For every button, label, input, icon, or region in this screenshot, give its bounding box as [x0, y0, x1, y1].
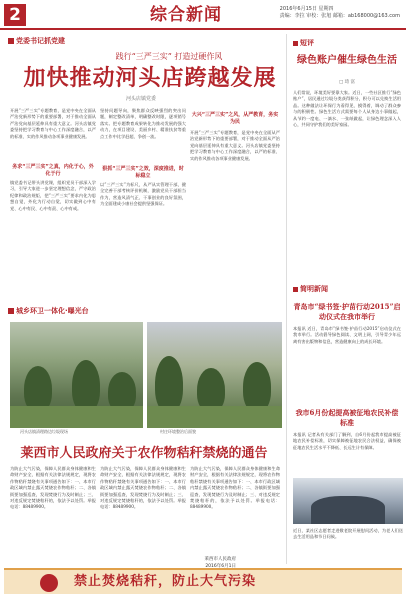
- right-photo-caption: 近日，某社区志愿者走进敬老院开展慰问活动，为老人们送去生活用品和节日问候。: [293, 528, 403, 540]
- photo-village: [147, 322, 282, 428]
- main-kicker: [8, 36, 65, 46]
- main-body-1: 开展“三严三实”专题教育，是党中央在全面从严治党新形势下的重要部署，对于推动全面从严治党向基层延伸具有重大意义。河头店镇党委坚持把学习教育与中心工作深度融合，以严的标准、实的作风推动各项事业健康发展。: [10, 108, 96, 139]
- right-kicker-2: [293, 284, 328, 294]
- bottom-banner: [4, 568, 402, 594]
- right-headline-2: 青岛市“绿书签·护苗行动2015”启动仪式在我市举行: [293, 302, 401, 321]
- main-headline: 加快推动河头店跨越发展: [23, 65, 277, 91]
- right-kicker-1: [293, 38, 314, 48]
- main-subhead-3: 大兴“三严三实”之风，从严教育，务实为民: [191, 112, 279, 125]
- right-kicker-2-label: 简明新闻: [300, 285, 328, 293]
- right-body-2: 本报讯 近日，青岛市“绿书签·护苗行动2015”启动仪式在我市举行。活动倡导绿色阅读、文明上网，引导青少年远离有害出版物和信息，营造健康向上的成长环境。: [293, 326, 401, 344]
- notice-body-3: 为防止大气污染，保障人民群众身体健康和生命财产安全，根据有关法律法规规定，现将农作物秸秆禁烧有关事项通告如下：一、本市行政区域内禁止露天焚烧农作物秸秆；二、各镇街要加强巡查，发现焚烧行为及时制止；三、对违反规定焚烧秸秆的，依法予以处罚。举报电话：88489900。: [190, 466, 280, 510]
- square-icon: [293, 287, 298, 292]
- main-body-4: 以“三严三实”为标尺，从严从实管理干部，健全完善干部考核评价机制，激励党员干部担当作为，营造风清气正、干事创业的良好氛围，为全面建成小康社会提供坚强保证。: [100, 182, 186, 207]
- notice-signer: 莱西市人民政府: [204, 557, 236, 562]
- photos-kicker: [8, 306, 89, 316]
- notice-body-1: 为防止大气污染，保障人民群众身体健康和生命财产安全，根据有关法律法规规定，现将农作物秸秆禁烧有关事项通告如下：一、本市行政区域内禁止露天焚烧农作物秸秆；二、各镇街要加强巡查，发现焚烧行为及时制止；三、对违反规定焚烧秸秆的，依法予以处罚。举报电话：88489900。: [10, 466, 96, 510]
- tree-shape: [243, 362, 271, 412]
- people-shape: [311, 496, 385, 524]
- square-icon: [8, 308, 14, 314]
- notice-date: 2016年6月1日: [205, 563, 236, 569]
- photo-caption-2: 村庄环境整治后面貌: [160, 429, 196, 434]
- ground-shape: [147, 406, 282, 428]
- right-byline-1: □ 琦 富: [338, 80, 356, 85]
- header-date: 2016年6月15日 星期四: [279, 6, 334, 12]
- header-meta: [280, 6, 400, 20]
- main-byline: 河头店镇党委: [126, 96, 157, 102]
- tree-shape: [72, 360, 100, 412]
- photos-kicker-label: 城乡环卫一体化·曝光台: [16, 307, 89, 315]
- square-icon: [8, 38, 14, 44]
- right-headline-3: 我市6月份起提高被征地农民补偿标准: [295, 408, 399, 427]
- main-subhead-2: 狠抓“三严三实”之效，深度推进，时标稳立: [102, 166, 184, 179]
- page-number: 2: [4, 4, 26, 26]
- right-headline-1: 绿色账户催生绿色生活: [297, 55, 397, 66]
- photo-caption-1: 河头店镇清理路边垃圾现场: [20, 429, 68, 434]
- right-column: [286, 34, 404, 564]
- banner-logo-icon: [40, 574, 58, 592]
- right-body-1: 人们常说，环境美好要靠大家。近日，一些社区推行“绿色账户”，居民通过垃圾分类获得积分，积分可以兑换生活用品。这种做法让环保行为看得见、摸得着，调动了群众参与的积极性。绿色生活方式需要每个人从身边小事做起，从节约一度电、一滴水、一张纸做起，让绿色理念深入人心，共同守护我们的美好家园。: [293, 90, 401, 128]
- main-body-3: 坚持问题导向，聚焦群众反映强烈的突出问题，制定整改清单，明确整改时限，逐项销号落实。把专题教育成果转化为推动发展的强大动力，在项目建设、美丽乡村、精准扶贫等重点工作中比学赶超、争创一流。: [100, 108, 186, 139]
- main-body-2: 镇党委书记带头讲党课，组织党员干部深入学习，引导大家进一步坚定理想信念，严守政治纪律和政治规矩，把“三严三实”要求内化为思想自觉，外化为行动自觉，切实做到心中有党、心中有民、心中有责、心中有戒。: [10, 180, 96, 211]
- main-subhead-1: 务求“三严三实”之真，内化于心，外化于行: [12, 164, 94, 177]
- ground-shape: [10, 406, 143, 428]
- notice-title: 莱西市人民政府关于农作物秸秆禁烧的通告: [20, 446, 268, 461]
- header-editors: 责编：李拉 审校：张旭 邮箱：ab168000@163.com: [279, 13, 400, 19]
- main-kicker-label: 党委书记抓党建: [16, 37, 65, 45]
- section-title: 综合新闻: [150, 5, 222, 25]
- tree-shape: [155, 356, 183, 412]
- photo-block: [10, 322, 282, 436]
- photo-roadside-cleanup: [10, 322, 143, 428]
- square-icon: [293, 41, 298, 46]
- page-header: [0, 0, 406, 30]
- main-body-5: 开展“三严三实”专题教育，是党中央在全面从严治党新形势下的重要部署，对于推动全面从严治党向基层延伸具有重大意义。河头店镇党委坚持把学习教育与中心工作深度融合，以严的标准、实的作风推动各项事业健康发展。: [190, 130, 280, 161]
- right-body-3: 本报讯 记者从有关部门了解到，自6月份起我市提高被征地农民补偿标准，切实保障被征地农民合法权益，确保被征地农民生活水平不降低、长远生计有保障。: [293, 432, 401, 450]
- right-photo: [293, 478, 403, 524]
- notice-body-2: 为防止大气污染，保障人民群众身体健康和生命财产安全，根据有关法律法规规定，现将农作物秸秆禁烧有关事项通告如下：一、本市行政区域内禁止露天焚烧农作物秸秆；二、各镇街要加强巡查，发现焚烧行为及时制止；三、对违反规定焚烧秸秆的，依法予以处罚。举报电话：88489900。: [100, 466, 186, 510]
- right-kicker-1-label: 短评: [300, 39, 314, 47]
- banner-text: 禁止焚烧秸秆，防止大气污染: [74, 574, 257, 589]
- main-subline: 践行“三严三实” 打造过硬作风: [115, 52, 223, 61]
